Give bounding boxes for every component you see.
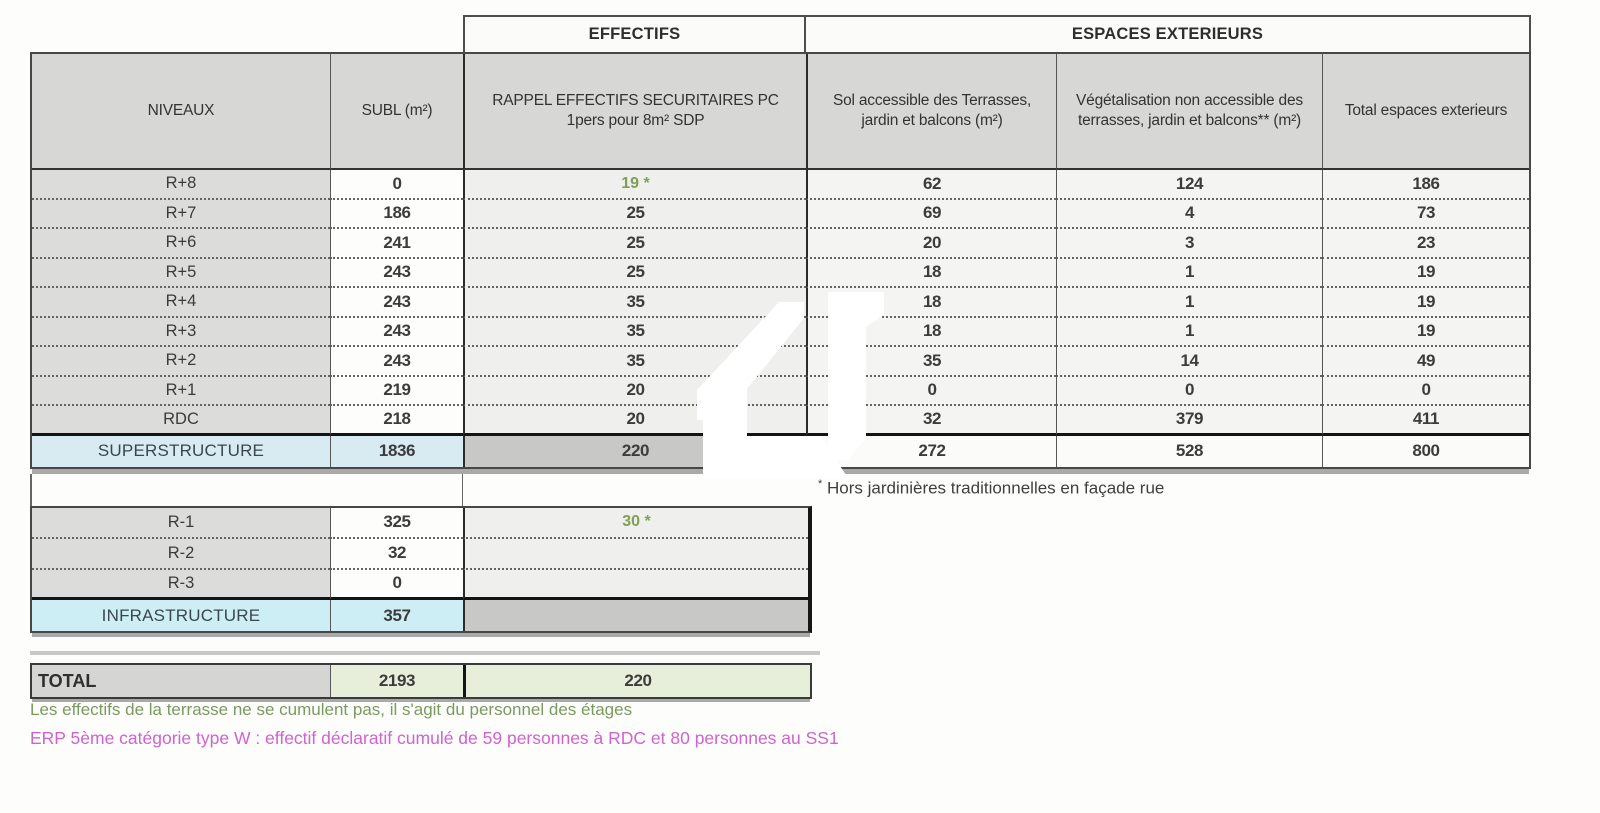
column-header-sol-accessible: Sol accessible des Terrasses, jardin et balcons (m²)	[806, 54, 1056, 170]
cell-niveau: R+7	[32, 200, 330, 230]
column-header-vegetalisation: Végétalisation non accessible des terrasses, jardin et balcons** (m²)	[1056, 54, 1322, 170]
cell-niveau: RDC	[32, 406, 330, 436]
cell-subl: 325	[330, 508, 463, 539]
cell-total: 0	[1322, 377, 1529, 407]
cell-effectifs: 20	[463, 406, 806, 436]
cell-subl: 0	[330, 570, 463, 601]
empty-row	[30, 474, 463, 506]
cell-subl: 32	[330, 539, 463, 570]
cell-total: 19	[1322, 259, 1529, 289]
cell-vegetalisation: 124	[1056, 170, 1322, 200]
cell-sol: 20	[806, 229, 1056, 259]
cell-vegetalisation: 14	[1056, 347, 1322, 377]
cell-total: 186	[1322, 170, 1529, 200]
cell-subl: 219	[330, 377, 463, 407]
cell-niveau: R-2	[32, 539, 330, 570]
cell-total: 411	[1322, 406, 1529, 436]
infrastructure-table	[30, 506, 812, 633]
cell-total-subl: 2193	[330, 665, 463, 697]
cell-effectifs	[463, 539, 808, 570]
cell-niveau: R+4	[32, 288, 330, 318]
cell-sol: 0	[806, 377, 1056, 407]
cell-total: 19	[1322, 288, 1529, 318]
cell-niveau: R+3	[32, 318, 330, 348]
cell-effectifs: 25	[463, 259, 806, 289]
cell-vegetalisation: 4	[1056, 200, 1322, 230]
cell-niveau: R+8	[32, 170, 330, 200]
cell-total: 23	[1322, 229, 1529, 259]
cell-effectifs: 35	[463, 318, 806, 348]
cell-superstructure-effectifs: 220	[463, 436, 806, 468]
cell-infrastructure-label: INFRASTRUCTURE	[32, 600, 330, 631]
cell-effectifs: 30 *	[463, 508, 808, 539]
cell-total-label: TOTAL	[32, 665, 330, 697]
cell-niveau: R-3	[32, 570, 330, 601]
cell-sol: 32	[806, 406, 1056, 436]
total-row	[30, 663, 812, 699]
cell-total: 19	[1322, 318, 1529, 348]
cell-sol: 18	[806, 288, 1056, 318]
column-header-subl: SUBL (m²)	[330, 54, 463, 170]
table-shadow-line	[32, 633, 810, 637]
cell-sol: 62	[806, 170, 1056, 200]
cell-sol: 35	[806, 347, 1056, 377]
cell-effectifs	[463, 570, 808, 601]
cell-niveau: R-1	[32, 508, 330, 539]
cell-superstructure-total: 800	[1322, 436, 1529, 468]
cell-niveau: R+1	[32, 377, 330, 407]
footnote-magenta: ERP 5ème catégorie type W : effectif déclaratif cumulé de 59 personnes à RDC et 80 personnes au SS1	[30, 728, 839, 748]
cell-subl: 243	[330, 288, 463, 318]
cell-subl: 243	[330, 318, 463, 348]
cell-superstructure-vegetalisation: 528	[1056, 436, 1322, 468]
cell-effectifs: 35	[463, 288, 806, 318]
group-header-effectifs: EFFECTIFS	[463, 15, 806, 52]
cell-infrastructure-effectifs	[463, 600, 808, 631]
footnote-green: Les effectifs de la terrasse ne se cumulent pas, il s'agit du personnel des étages	[30, 700, 633, 719]
footnote-marker: *	[818, 478, 823, 490]
cell-superstructure-subl: 1836	[330, 436, 463, 468]
cell-subl: 243	[330, 347, 463, 377]
cell-subl: 241	[330, 229, 463, 259]
cell-effectifs: 19 *	[463, 170, 806, 200]
cell-vegetalisation: 1	[1056, 288, 1322, 318]
cell-total-effectifs: 220	[463, 665, 810, 697]
cell-vegetalisation: 3	[1056, 229, 1322, 259]
cell-sol: 69	[806, 200, 1056, 230]
cell-vegetalisation: 379	[1056, 406, 1322, 436]
cell-vegetalisation: 1	[1056, 318, 1322, 348]
cell-subl: 218	[330, 406, 463, 436]
cell-niveau: R+5	[32, 259, 330, 289]
cell-sol: 18	[806, 318, 1056, 348]
cell-sol: 18	[806, 259, 1056, 289]
cell-niveau: R+6	[32, 229, 330, 259]
cell-vegetalisation: 0	[1056, 377, 1322, 407]
cell-total: 49	[1322, 347, 1529, 377]
group-header-espaces-exterieurs: ESPACES EXTERIEURS	[806, 15, 1531, 52]
column-header-rappel-effectifs: RAPPEL EFFECTIFS SECURITAIRES PC 1pers pour 8m² SDP	[463, 54, 806, 170]
cell-superstructure-sol: 272	[806, 436, 1056, 468]
cell-infrastructure-subl: 357	[330, 600, 463, 631]
cell-effectifs: 25	[463, 200, 806, 230]
scan-artifact-line	[30, 651, 820, 655]
cell-vegetalisation: 1	[1056, 259, 1322, 289]
cell-effectifs: 20	[463, 377, 806, 407]
cell-superstructure-label: SUPERSTRUCTURE	[32, 436, 330, 468]
note-hors-jardinieres: * Hors jardinières traditionnelles en façade rue	[818, 478, 1165, 498]
column-header-total-espaces: Total espaces exterieurs	[1322, 54, 1529, 170]
cell-total: 73	[1322, 200, 1529, 230]
cell-effectifs: 25	[463, 229, 806, 259]
column-header-niveaux: NIVEAUX	[32, 54, 330, 170]
cell-effectifs: 35	[463, 347, 806, 377]
cell-subl: 243	[330, 259, 463, 289]
cell-subl: 186	[330, 200, 463, 230]
cell-subl: 0	[330, 170, 463, 200]
cell-niveau: R+2	[32, 347, 330, 377]
main-table	[30, 52, 1531, 469]
